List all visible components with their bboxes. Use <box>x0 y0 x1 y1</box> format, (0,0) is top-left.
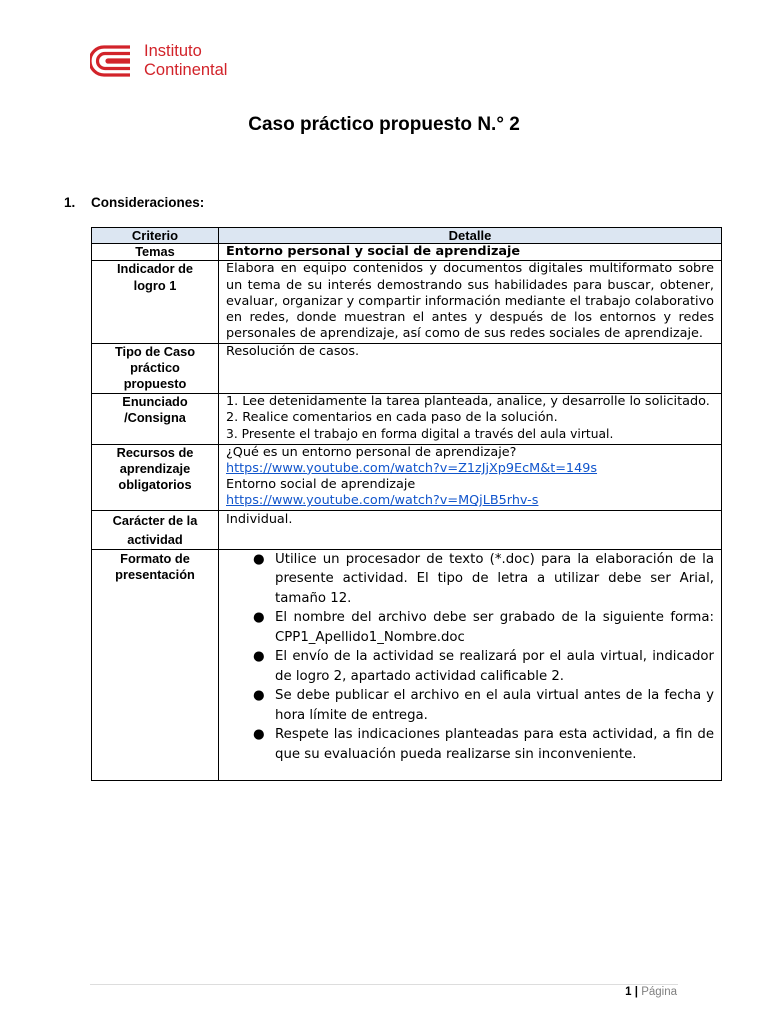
recurso-title-2: Entorno social de aprendizaje <box>226 477 416 493</box>
row-value-tipo: Resolución de casos. <box>219 343 722 393</box>
header-detalle: Detalle <box>219 228 722 244</box>
row-label-tipo: Tipo de Caso práctico propuesto <box>92 343 219 393</box>
row-label-formato: Formato de presentación <box>92 549 219 781</box>
row-value-caracter: Individual. <box>219 510 722 549</box>
enunciado-item-3: 3. Presente el trabajo en forma digital a través del aula virtual. <box>226 427 614 442</box>
row-value-indicador: Elabora en equipo contenidos y documentos digitales multiformato sobre un tema de su interés demostrando sus habilidades para buscar, obtener, evaluar, organizar y compartir información mediante el trabajo colaborativo en redes, donde muestran el antes y después de los entornos y redes personales de aprendizaje, así como de sus redes sociales de aprendizaje. <box>219 261 722 343</box>
formato-list <box>226 550 714 781</box>
considerations-table <box>91 227 722 781</box>
row-label-recursos: Recursos de aprendizaje obligatorios <box>92 444 219 510</box>
table-header-row <box>92 228 722 244</box>
bullet-icon: ● <box>253 727 265 743</box>
footer-divider <box>90 984 678 985</box>
recurso-title-1: ¿Qué es un entorno personal de aprendizaje? <box>226 444 517 460</box>
row-value-temas: Entorno personal y social de aprendizaje <box>219 244 722 261</box>
row-value-enunciado <box>219 393 722 444</box>
section-heading <box>64 195 204 210</box>
page-title: Caso práctico propuesto N.° 2 <box>248 114 520 135</box>
institute-logo <box>90 42 260 82</box>
list-item: ● Utilice un procesador de texto (*.doc) para la elaboración de la presente actividad. El tipo de letra a utilizar debe ser Arial, tamaño 12. <box>253 551 714 606</box>
row-value-recursos <box>219 444 722 510</box>
table-row-formato <box>92 549 722 781</box>
continental-logo-icon <box>90 44 136 78</box>
bullet-icon: ● <box>253 688 265 704</box>
page-word: Página <box>641 986 677 998</box>
recurso-link-2[interactable]: https://www.youtube.com/watch?v=MQjLB5rhv-s <box>226 493 539 509</box>
page-number: 1 <box>625 986 632 998</box>
enunciado-item-2: 2. Realice comentarios en cada paso de la solución. <box>226 409 558 425</box>
row-label-indicador: Indicador de logro 1 <box>92 261 219 343</box>
logo-text <box>144 42 227 80</box>
list-item: ● Se debe publicar el archivo en el aula virtual antes de la fecha y hora límite de entrega. <box>253 688 714 723</box>
row-label-enunciado: Enunciado /Consigna <box>92 393 219 444</box>
table-row-temas <box>92 244 722 261</box>
recurso-link-1[interactable]: https://www.youtube.com/watch?v=Z1zJjXp9EcM&t=149s <box>226 460 598 476</box>
table-row-enunciado <box>92 393 722 444</box>
footer-separator: | <box>634 986 638 998</box>
enunciado-item-1: 1. Lee detenidamente la tarea planteada, analice, y desarrolle lo solicitado. <box>226 393 710 409</box>
list-item: ● El nombre del archivo debe ser grabado de la siguiente forma: CPP1_Apellido1_Nombre.doc <box>253 610 714 645</box>
row-label-temas: Temas <box>92 244 219 261</box>
row-value-formato <box>219 549 722 781</box>
bullet-icon: ● <box>253 551 265 567</box>
section-label: Consideraciones: <box>91 195 205 210</box>
table-row-caracter <box>92 510 722 549</box>
bullet-icon: ● <box>253 649 265 665</box>
bullet-icon: ● <box>253 610 265 626</box>
page-footer <box>625 986 677 998</box>
row-label-caracter: Carácter de la actividad <box>92 510 219 549</box>
list-item: ● Respete las indicaciones planteadas para esta actividad, a fin de que su evaluación pueda realizarse sin inconveniente. <box>253 727 714 762</box>
logo-line-2: Continental <box>144 61 228 79</box>
table-row-recursos <box>92 444 722 510</box>
logo-line-1: Instituto <box>144 42 202 60</box>
header-criterio: Criterio <box>92 228 219 244</box>
list-item: ● El envío de la actividad se realizará por el aula virtual, indicador de logro 2, apartado actividad calificable 2. <box>253 649 714 684</box>
table-row-indicador <box>92 261 722 343</box>
table-row-tipo <box>92 343 722 393</box>
section-number: 1. <box>64 195 76 210</box>
